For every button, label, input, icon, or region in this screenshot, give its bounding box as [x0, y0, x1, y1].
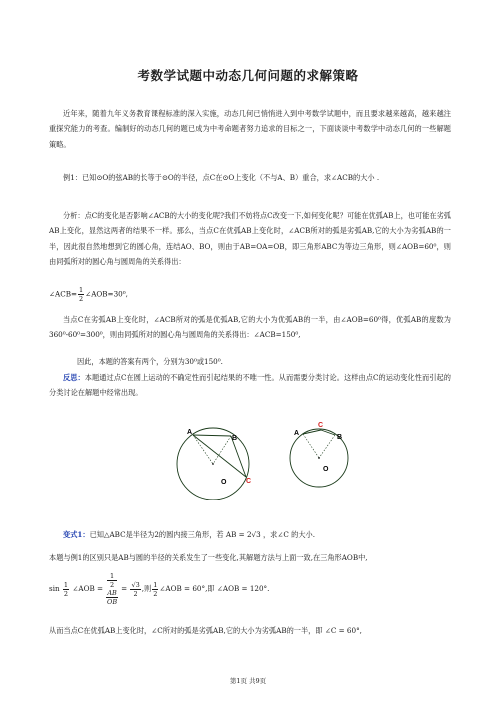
answer-line: 因此，本题的答案有两个，分别为30⁰或150⁰.: [77, 357, 223, 366]
analysis-minor-arc: 当点C在劣弧AB上变化时，∠ACB所对的弧是优弧AB,它的大小为优弧AB的一半，由∠AOB=60⁰得，优弧AB的度数为360⁰-60⁰=300⁰，则由同弧所对的圆心角与圆周角的关系得出：∠ACB=150⁰,: [49, 315, 451, 340]
eq-half-2: [152, 581, 158, 598]
eq-acb-label: ∠ACB=: [49, 289, 78, 299]
variant-text: 已知△ABC是半径为2的圆内接三角形，若 AB = 2√3 ，求∠C 的大小.: [89, 530, 315, 539]
right-label-c: C: [318, 422, 324, 429]
variant-1: [63, 530, 315, 540]
eq-ob-text: OB: [107, 598, 118, 606]
eq-sin: sin: [49, 584, 60, 593]
analysis-paragraph: 分析：点C的变化是否影响∠ACB的大小的变化呢?我们不妨将点C改变一下,如何变化呢？可能在优弧AB上，也可能在劣弧AB上变化，显然这两者的结果不一样。那么，当点C在优弧AB上变化时，∠ACB所对的弧是劣弧AB,它的大小为劣弧AB的一半，因此很自然地想到它的圆心角，连结AO、BO，则由于AB=OA=OB，即三角形ABC为等边三角形，则∠AOB=60⁰，则由同弧所对的圆心角与圆周角的关系得出：: [49, 211, 451, 267]
variant-label: 变式1：: [63, 530, 90, 539]
reflection-text: 本题通过点C在圆上运动的不确定性而引起结果的不唯一性。从而需要分类讨论。这样由点C的运动变化性而引起的分类讨论在解题中经常出现。: [49, 373, 451, 398]
page-title: 考数学试题中动态几何问题的求解策略: [137, 68, 359, 83]
eq-ab-half: [106, 572, 117, 598]
eq-inner-half-den: 2: [110, 581, 115, 589]
left-label-b: B: [232, 435, 238, 442]
left-label-a: A: [187, 429, 193, 436]
eq-aob-value: ∠AOB=30⁰,: [85, 289, 128, 299]
eq-sixty: ∠AOB = 60°: [159, 584, 206, 593]
eq-sqrt3: √3: [131, 580, 140, 589]
left-chord-ab: [193, 435, 231, 436]
final-line: 从而当点C在优弧AB上变化时，∠C所对的弧是劣弧AB,它的大小为劣弧AB的一半，即 ∠C = 60°,: [49, 626, 362, 635]
eq-two: 2: [133, 589, 138, 598]
eq-inner-half-num: 1: [107, 572, 116, 581]
right-center-dot: [318, 457, 320, 459]
variant-compare: 本题与例1的区别只是AB与圆的半径的关系发生了一些变化,其解题方法与上面一致,在三角形AOB中,: [49, 553, 368, 562]
intro-paragraph: 近年来，随着九年义务教育课程标准的深入实施，动态几何已悄悄进入到中考数学试题中，而且要求越来越高，越来越注重探究能力的考查。编制好的动态几何的题已成为中考命题者努力追求的目标之一，下面谈谈中考数学中动态几何的一些解题策略。: [49, 109, 451, 149]
eq-half-2-den: 2: [153, 589, 158, 598]
right-label-a: A: [294, 430, 300, 437]
geometry-figure: [160, 420, 360, 500]
right-label-b: B: [337, 434, 343, 441]
eq-then: ,则: [141, 584, 152, 593]
example-1: 例1：已知⊙O的弦AB的长等于⊙O的半径，点C在⊙O上变化（不与A、B）重合，求∠ACB的大小 .: [63, 173, 380, 182]
left-label-c: C: [246, 478, 252, 485]
right-radius-ob: [319, 435, 335, 458]
half-den: 2: [79, 295, 84, 303]
eq-aob: ∠AOB =: [72, 584, 104, 593]
eq-ab-text: AB: [107, 589, 117, 597]
analysis-equation: [49, 286, 128, 303]
reflection-paragraph: [49, 370, 451, 401]
page-footer: 第1页 共9页: [229, 677, 267, 685]
eq-period: .: [267, 584, 270, 593]
eq-half-1-den: 2: [63, 589, 69, 598]
eq-ab-over-ob: [106, 572, 117, 606]
eq-half-1-num: 1: [63, 580, 69, 589]
left-radius-oa: [193, 435, 213, 464]
left-center-dot: [212, 463, 214, 465]
half-fraction: [78, 286, 84, 303]
eq-sqrt3-over-2: [130, 581, 140, 598]
sin-equation: [49, 572, 270, 606]
eq-onetwenty: ,即 ∠AOB = 120°: [205, 584, 268, 593]
eq-inner-half: [107, 572, 116, 589]
left-label-o: O: [221, 479, 227, 486]
eq-half-1: [63, 581, 69, 598]
half-num: 1: [79, 286, 84, 294]
eq-half-2-num: 1: [153, 580, 158, 589]
reflection-label: 反思：: [63, 373, 85, 382]
left-radius-ob: [213, 436, 231, 464]
eq-equals: =: [121, 584, 128, 593]
right-label-o: O: [323, 466, 329, 473]
right-radius-oa: [303, 434, 319, 458]
